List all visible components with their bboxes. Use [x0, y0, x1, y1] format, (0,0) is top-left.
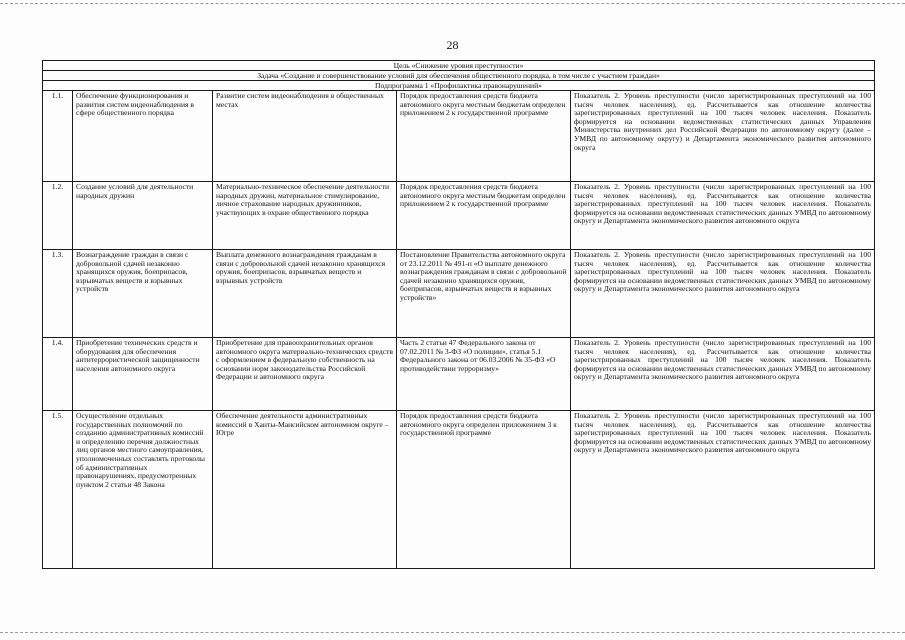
indicator-cell: Показатель 2. Уровень преступности (число зарегистрированных преступлений на 100 тысяч человек населения), ед. Рассчитывается как отношение количества зарегистрированных преступлений на 100 тысяч человек населения. Показатель формируется на основании ведомственных статистических данных УМВД по автономному округу и Департамента экономического развития автономного округа — [571, 250, 875, 338]
event-content-cell: Приобретение для правоохранительных органов автономного округа материально-технических средств с оформлением в федеральную собственность на основании норм законодательства Российской Федерации и автономного округа — [213, 338, 397, 411]
event-name-cell: Вознаграждение граждан в связи с добровольной сдачей незаконно хранящихся оружия, боеприпасов, взрывчатых веществ и взрывных устройств — [73, 250, 213, 338]
row-number: 1.1. — [43, 91, 73, 182]
task-row — [43, 71, 875, 81]
table-row — [43, 182, 875, 250]
goal-header: Цель «Снижение уровня преступности» — [43, 61, 875, 71]
subprogram-header: Подпрограмма 1 «Профилактика правонарушений» — [43, 81, 875, 91]
event-basis-cell: Порядок предоставления средств бюджета автономного округа местным бюджетам определен приложением 2 к государственной программе — [397, 91, 571, 182]
row-number: 1.3. — [43, 250, 73, 338]
table-row — [43, 411, 875, 569]
scan-edge-bottom — [0, 632, 905, 634]
event-basis-cell: Порядок предоставления средств бюджета автономного округа определен приложением 3 к государственной программе — [397, 411, 571, 569]
row-number: 1.5. — [43, 411, 73, 569]
event-basis-cell: Часть 2 статьи 47 Федерального закона от 07.02.2011 № 3-ФЗ «О полиции», статья 5.1 Федерального закона от 06.03.2006 № 35-ФЗ «О противодействии терроризму» — [397, 338, 571, 411]
table-row — [43, 250, 875, 338]
event-name-cell: Обеспечение функционирования и развития систем видеонаблюдения в сфере общественного порядка — [73, 91, 213, 182]
goal-row — [43, 61, 875, 71]
event-content-cell: Обеспечение деятельности административных комиссий в Ханты-Мансийском автономном округе – Югре — [213, 411, 397, 569]
event-content-cell: Развитие систем видеонаблюдения в общественных местах — [213, 91, 397, 182]
task-header: Задача «Создание и совершенствование условий для обеспечения общественного порядка, в том числе с участием граждан» — [43, 71, 875, 81]
indicator-cell: Показатель 2. Уровень преступности (число зарегистрированных преступлений на 100 тысяч человек населения), ед. Рассчитывается как отношение количества зарегистрированных преступлений на 100 тысяч человек населения. Показатель формируется на основании ведомственных статистических данных УМВД по автономному округу и Департамента экономического развития автономного округа — [571, 338, 875, 411]
row-number: 1.4. — [43, 338, 73, 411]
event-content-cell: Материально-техническое обеспечение деятельности народных дружин, материальное стимулирование, личное страхование народных дружинников, участвующих в охране общественного порядка — [213, 182, 397, 250]
row-number: 1.2. — [43, 182, 73, 250]
event-name-cell: Создание условий для деятельности народных дружин — [73, 182, 213, 250]
event-content-cell: Выплата денежного вознаграждения гражданам в связи с добровольной сдачей незаконно хранящихся оружия, боеприпасов, взрывчатых веществ и взрывных устройств — [213, 250, 397, 338]
table-row — [43, 91, 875, 182]
program-table — [42, 60, 875, 569]
event-name-cell: Приобретение технических средств и оборудования для обеспечения антитеррористической защищенности населения автономного округа — [73, 338, 213, 411]
event-basis-cell: Порядок предоставления средств бюджета автономного округа местным бюджетам определен приложением 2 к государственной программе — [397, 182, 571, 250]
event-basis-cell: Постановление Правительства автономного округа от 23.12.2011 № 491-п «О выплате денежного вознаграждения гражданам в связи с добровольной сдачей незаконно хранящихся оружия, боеприпасов, взрывчатых веществ и взрывных устройств» — [397, 250, 571, 338]
indicator-cell: Показатель 2. Уровень преступности (число зарегистрированных преступлений на 100 тысяч человек населения), ед. Рассчитывается как отношение количества зарегистрированных преступлений на 100 тысяч человек населения. Показатель формируется на основании ведомственных статистических данных УМВД по автономному округу и Департамента экономического развития автономного округа — [571, 182, 875, 250]
event-name-cell: Осуществление отдельных государственных полномочий по созданию административных комиссий и определению перечня должностных лиц органов местного самоуправления, уполномоченных составлять протоколы об административных правонарушениях, предусмотренных пунктом 2 статьи 48 Закона — [73, 411, 213, 569]
indicator-cell: Показатель 2. Уровень преступности (число зарегистрированных преступлений на 100 тысяч человек населения), ед. Рассчитывается как отношение количества зарегистрированных преступлений на 100 тысяч человек населения. Показатель формируется на основании ведомственных статистических данных Управления Министерства внутренних дел Российской Федерации по автономному округу (далее – УМВД по автономному округу) и Департамента экономического развития автономного округа — [571, 91, 875, 182]
page-number: 28 — [446, 38, 459, 52]
table-row — [43, 338, 875, 411]
subprogram-row — [43, 81, 875, 91]
scan-edge-top — [0, 3, 905, 5]
indicator-cell: Показатель 2. Уровень преступности (число зарегистрированных преступлений на 100 тысяч человек населения), ед. Рассчитывается как отношение количества зарегистрированных преступлений на 100 тысяч человек населения. Показатель формируется на основании ведомственных статистических данных УМВД по автономному округу и Департамента экономического развития автономного округа — [571, 411, 875, 569]
